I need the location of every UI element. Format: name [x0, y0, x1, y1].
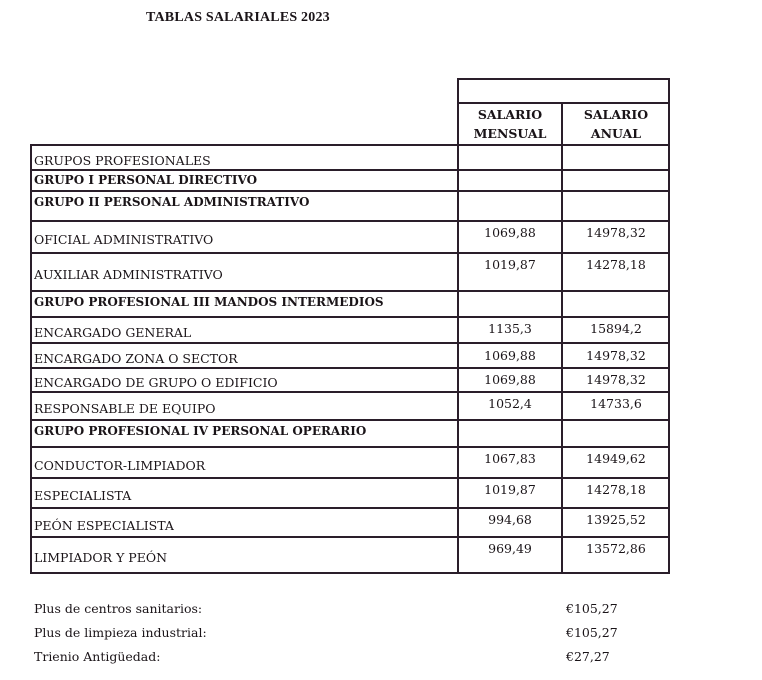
row-label: LIMPIADOR Y PEÓN — [34, 550, 168, 565]
extra-label: Trienio Antigüedad: — [34, 649, 161, 664]
monthly-salary: 1067,83 — [484, 451, 536, 466]
extra-value: €27,27 — [566, 649, 610, 664]
page-title: TABLAS SALARIALES 2023 — [146, 10, 330, 25]
row-label: GRUPOS PROFESIONALES — [34, 153, 211, 168]
row-label: ENCARGADO ZONA O SECTOR — [34, 351, 238, 366]
row-label: GRUPO I PERSONAL DIRECTIVO — [34, 173, 258, 187]
annual-salary: 14278,18 — [586, 482, 646, 497]
monthly-salary — [459, 292, 561, 316]
row-label: ENCARGADO GENERAL — [34, 325, 192, 340]
annual-salary: 14978,32 — [586, 372, 646, 387]
monthly-salary: 969,49 — [488, 541, 532, 556]
annual-salary: 14733,6 — [590, 396, 642, 411]
row-label: OFICIAL ADMINISTRATIVO — [34, 232, 214, 247]
row-label: GRUPO PROFESIONAL III MANDOS INTERMEDIOS — [34, 295, 384, 309]
row-label: AUXILIAR ADMINISTRATIVO — [34, 267, 223, 282]
table-left-border — [30, 144, 32, 574]
annual-salary: 14978,32 — [586, 348, 646, 363]
monthly-salary: 994,68 — [488, 512, 532, 527]
row-label: PEÓN ESPECIALISTA — [34, 518, 174, 533]
row-label: GRUPO PROFESIONAL IV PERSONAL OPERARIO — [34, 424, 367, 438]
header-top-border — [457, 78, 670, 80]
monthly-salary: 1019,87 — [484, 482, 536, 497]
annual-salary — [563, 421, 669, 446]
extra-label: Plus de limpieza industrial: — [34, 625, 207, 640]
monthly-salary — [459, 421, 561, 446]
row-label: ENCARGADO DE GRUPO O EDIFICIO — [34, 375, 278, 390]
extra-label: Plus de centros sanitarios: — [34, 601, 203, 616]
annual-salary — [563, 192, 669, 220]
header-annual-line2: ANUAL — [590, 126, 642, 141]
annual-salary: 14949,62 — [586, 451, 646, 466]
header-annual-line1: SALARIO — [583, 107, 649, 122]
annual-salary: 15894,2 — [590, 321, 642, 336]
monthly-salary — [459, 171, 561, 190]
annual-salary — [563, 171, 669, 190]
table-bottom-border — [30, 572, 670, 574]
monthly-salary: 1135,3 — [488, 321, 532, 336]
monthly-salary: 1069,88 — [484, 225, 536, 240]
annual-salary — [563, 146, 669, 169]
row-label: RESPONSABLE DE EQUIPO — [34, 401, 216, 416]
annual-salary: 14978,32 — [586, 225, 646, 240]
row-label: CONDUCTOR-LIMPIADOR — [34, 458, 206, 473]
header-monthly — [459, 105, 561, 143]
annual-salary: 14278,18 — [586, 257, 646, 272]
monthly-salary: 1019,87 — [484, 257, 536, 272]
row-label: ESPECIALISTA — [34, 488, 132, 503]
header-annual — [563, 105, 669, 143]
monthly-salary: 1052,4 — [488, 396, 532, 411]
extra-value: €105,27 — [566, 625, 618, 640]
annual-salary: 13925,52 — [586, 512, 646, 527]
monthly-salary — [459, 146, 561, 169]
header-divider — [457, 102, 670, 104]
annual-salary — [563, 292, 669, 316]
row-label: GRUPO II PERSONAL ADMINISTRATIVO — [34, 195, 310, 209]
header-monthly-line2: MENSUAL — [473, 126, 547, 141]
monthly-salary: 1069,88 — [484, 372, 536, 387]
monthly-salary — [459, 192, 561, 220]
header-monthly-line1: SALARIO — [477, 107, 543, 122]
extra-value: €105,27 — [566, 601, 618, 616]
annual-salary: 13572,86 — [586, 541, 646, 556]
monthly-salary: 1069,88 — [484, 348, 536, 363]
